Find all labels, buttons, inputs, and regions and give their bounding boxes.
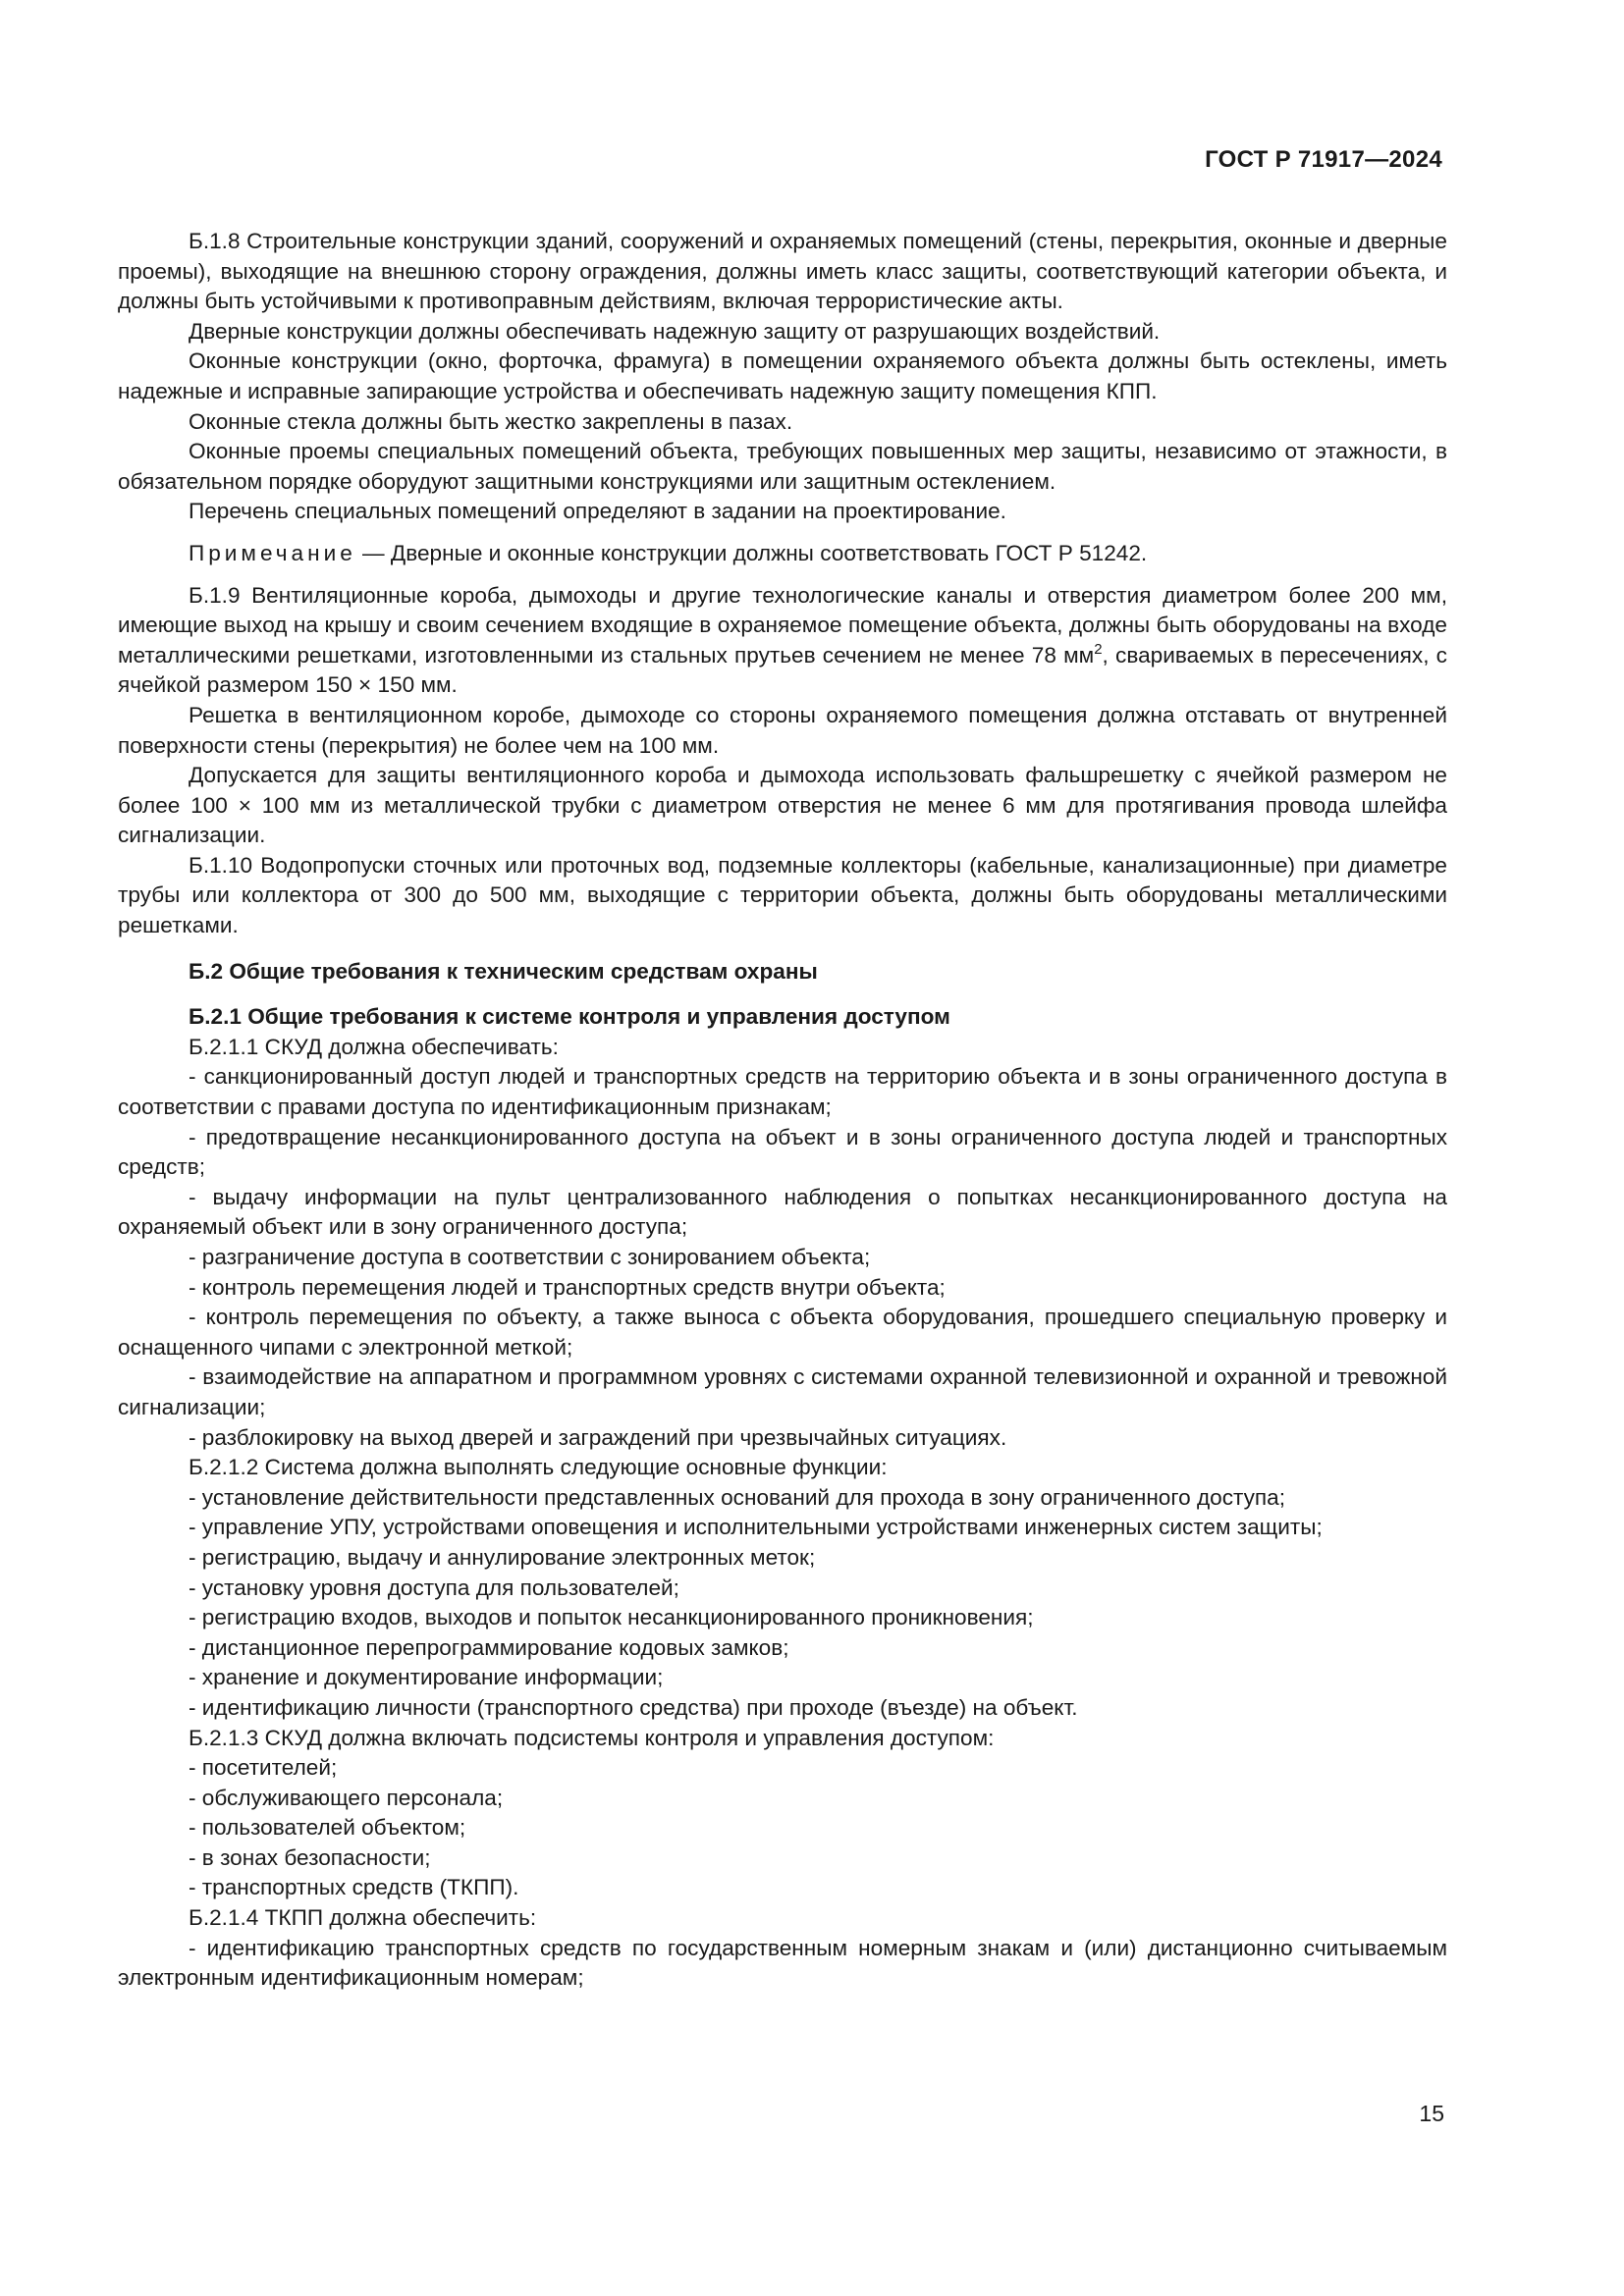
note-label: Примечание	[189, 540, 356, 565]
list-item: - идентификацию транспортных средств по государственным номерным знакам и (или) дистанционно считываемым электронным идентификационным номерам;	[118, 1935, 1447, 1991]
note	[118, 539, 1447, 569]
list-item: - выдачу информации на пульт централизованного наблюдения о попытках несанкционированного доступа на охраняемый объект или в зону ограниченного доступа;	[118, 1184, 1447, 1240]
list-item: - взаимодействие на аппаратном и программном уровнях с системами охранной телевизионной и охранной и тревожной сигнализации;	[118, 1364, 1447, 1419]
paragraph-b-1-9	[118, 581, 1447, 701]
list-item: - пользователей объектом;	[189, 1815, 466, 1841]
list-item: - посетителей;	[189, 1755, 338, 1781]
page-number: 15	[1419, 2101, 1444, 2126]
list-item: - предотвращение несанкционированного доступа на объект и в зоны ограниченного доступа людей и транспортных средств;	[118, 1124, 1447, 1180]
paragraph-b-2-1-3: Б.2.1.3 СКУД должна включать подсистемы контроля и управления доступом:	[189, 1725, 995, 1750]
paragraph-b-1-10: Б.1.10 Водопропуски сточных или проточных вод, подземные коллекторы (кабельные, канализационные) при диаметре трубы или коллектора от 300 до 500 мм, выходящие с территории объекта, должны быть оборудованы металлическими решетками.	[118, 852, 1447, 938]
paragraph-b-1-8: Б.1.8 Строительные конструкции зданий, сооружений и охраняемых помещений (стены, перекрытия, оконные и дверные проемы), выходящие на внешнюю сторону ограждения, должны иметь класс защиты, соответствующий категории объекта, и должны быть устойчивыми к противоправным действиям, включая террористические акты.	[118, 229, 1447, 314]
list-item: - транспортных средств (ТКПП).	[189, 1875, 519, 1900]
list-item: - регистрацию входов, выходов и попыток несанкционированного проникновения;	[189, 1605, 1034, 1630]
list-item: - дистанционное перепрограммирование кодовых замков;	[189, 1634, 789, 1660]
document-body	[118, 227, 1447, 1994]
list-item: - в зонах безопасности;	[189, 1844, 431, 1870]
paragraph-false-grille: Допускается для защиты вентиляционного короба и дымохода использовать фальшрешетку с ячейкой размером не более 100 × 100 мм из металлической трубки с диаметром отверстия не менее 6 мм для протягивания провода шлейфа сигнализации.	[118, 763, 1447, 848]
list-item: - хранение и документирование информации;	[189, 1665, 664, 1690]
document-code: ГОСТ Р 71917—2024	[1205, 146, 1442, 173]
paragraph-special-rooms: Перечень специальных помещений определяют в задании на проектирование.	[189, 499, 1006, 524]
heading-b-2-1: Б.2.1 Общие требования к системе контроля и управления доступом	[189, 1004, 950, 1030]
list-item: - установление действительности представленных оснований для прохода в зону ограниченного доступа;	[189, 1484, 1285, 1510]
paragraph-b-2-1-2: Б.2.1.2 Система должна выполнять следующие основные функции:	[189, 1455, 888, 1480]
paragraph-windows: Оконные конструкции (окно, форточка, фрамуга) в помещении охраняемого объекта должны быть остеклены, иметь надежные и исправные запирающие устройства и обеспечивать надежную защиту помещения КПП.	[118, 348, 1447, 403]
list-item: - контроль перемещения по объекту, а также выноса с объекта оборудования, прошедшего специальную проверку и оснащенного чипами с электронной меткой;	[118, 1305, 1447, 1360]
paragraph-b-1-9-tail: , свариваемых в пересечениях, с ячейкой размером 150 × 150 мм.	[118, 642, 1447, 698]
list-item: - контроль перемещения людей и транспортных средств внутри объекта;	[189, 1274, 946, 1300]
list-item: - регистрацию, выдачу и аннулирование электронных меток;	[189, 1544, 816, 1570]
list-item: - разграничение доступа в соответствии с зонированием объекта;	[189, 1245, 871, 1269]
paragraph-b-2-1-4: Б.2.1.4 ТКПП должна обеспечить:	[189, 1905, 537, 1931]
paragraph-b-2-1-1: Б.2.1.1 СКУД должна обеспечивать:	[189, 1034, 559, 1059]
list-item: - управление УПУ, устройствами оповещения и исполнительными устройствами инженерных систем защиты;	[189, 1515, 1323, 1540]
list-item: - разблокировку на выход дверей и заграждений при чрезвычайных ситуациях.	[189, 1424, 1007, 1450]
note-text: — Дверные и оконные конструкции должны соответствовать ГОСТ Р 51242.	[355, 540, 1148, 565]
superscript: 2	[1094, 640, 1103, 658]
paragraph-doors: Дверные конструкции должны обеспечивать надежную защиту от разрушающих воздействий.	[189, 318, 1161, 344]
list-item: - обслуживающего персонала;	[189, 1785, 504, 1810]
paragraph-grille: Решетка в вентиляционном коробе, дымоходе со стороны охраняемого помещения должна отставать от внутренней поверхности стены (перекрытия) не более чем на 100 мм.	[118, 702, 1447, 758]
paragraph-b-1-9-text: Б.1.9 Вентиляционные короба, дымоходы и другие технологические каналы и отверстия диаметром более 200 мм, имеющие выход на крышу и своим сечением входящие в охраняемое помещение объекта, должны быть оборудованы на входе металлическими решетками, изготовленными из стальных прутьев сечением не менее 78 мм	[118, 582, 1447, 667]
paragraph-glass: Оконные стекла должны быть жестко закреплены в пазах.	[189, 408, 793, 434]
paragraph-openings: Оконные проемы специальных помещений объекта, требующих повышенных мер защиты, независимо от этажности, в обязательном порядке оборудуют защитными конструкциями или защитным остеклением.	[118, 439, 1447, 494]
list-item: - санкционированный доступ людей и транспортных средств на территорию объекта и в зоны ограниченного доступа в соответствии с правами доступа по идентификационным признакам;	[118, 1064, 1447, 1120]
list-item: - установку уровня доступа для пользователей;	[189, 1575, 679, 1600]
heading-b-2: Б.2 Общие требования к техническим средствам охраны	[189, 958, 818, 984]
list-item: - идентификацию личности (транспортного средства) при проходе (въезде) на объект.	[189, 1694, 1078, 1720]
